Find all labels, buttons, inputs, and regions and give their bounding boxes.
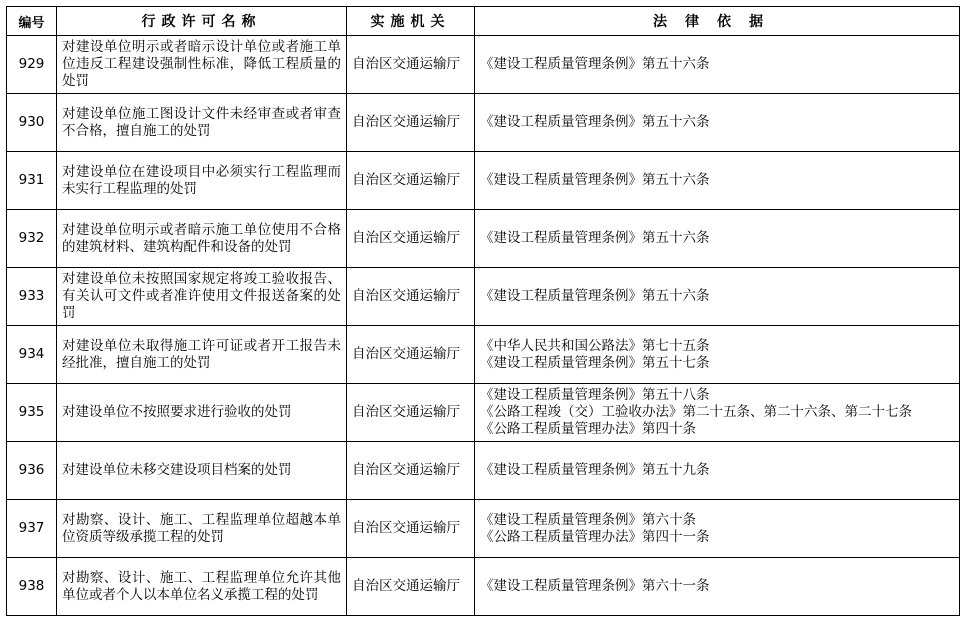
table-row xyxy=(7,442,960,500)
row-agency: 自治区交通运输厅 xyxy=(347,442,475,500)
row-number: 931 xyxy=(7,152,57,210)
row-legal-basis xyxy=(475,268,960,326)
row-legal-basis xyxy=(475,442,960,500)
row-legal-basis xyxy=(475,36,960,94)
row-number: 935 xyxy=(7,384,57,442)
row-number: 938 xyxy=(7,558,57,616)
row-agency: 自治区交通运输厅 xyxy=(347,558,475,616)
legal-basis-line: 《中华人民共和国公路法》第七十五条 xyxy=(480,337,710,354)
row-number: 933 xyxy=(7,268,57,326)
table-row xyxy=(7,326,960,384)
row-legal-basis xyxy=(475,94,960,152)
row-legal-basis xyxy=(475,152,960,210)
row-legal-basis xyxy=(475,326,960,384)
row-permit-name: 对建设单位明示或者暗示施工单位使用不合格的建筑材料、建筑构配件和设备的处罚 xyxy=(57,210,347,268)
table-row xyxy=(7,558,960,616)
row-permit-name: 对建设单位明示或者暗示设计单位或者施工单位违反工程建设强制性标准，降低工程质量的处罚 xyxy=(57,36,347,94)
legal-basis-line: 《建设工程质量管理条例》第六十一条 xyxy=(480,578,710,594)
table-row xyxy=(7,210,960,268)
row-number: 934 xyxy=(7,326,57,384)
row-legal-basis xyxy=(475,384,960,442)
legal-basis-line: 《建设工程质量管理条例》第五十六条 xyxy=(480,114,710,130)
header-basis: 法律依据 xyxy=(475,7,960,36)
legal-basis-line: 《建设工程质量管理条例》第六十条 xyxy=(480,511,696,528)
row-legal-basis xyxy=(475,500,960,558)
legal-basis-line: 《建设工程质量管理条例》第五十六条 xyxy=(480,288,710,304)
row-agency: 自治区交通运输厅 xyxy=(347,210,475,268)
header-number: 编号 xyxy=(7,7,57,36)
table-body xyxy=(7,36,960,616)
legal-basis-line: 《建设工程质量管理条例》第五十九条 xyxy=(480,462,710,478)
row-agency: 自治区交通运输厅 xyxy=(347,94,475,152)
row-number: 937 xyxy=(7,500,57,558)
row-agency: 自治区交通运输厅 xyxy=(347,36,475,94)
legal-basis-line: 《公路工程质量管理办法》第四十条 xyxy=(480,421,696,437)
header-agency: 实施机关 xyxy=(347,7,475,36)
table-row xyxy=(7,384,960,442)
table-row xyxy=(7,268,960,326)
row-number: 929 xyxy=(7,36,57,94)
table-row xyxy=(7,152,960,210)
table-row xyxy=(7,36,960,94)
legal-basis-line: 《建设工程质量管理条例》第五十八条 xyxy=(480,387,710,403)
table-header-row xyxy=(7,7,960,36)
row-agency: 自治区交通运输厅 xyxy=(347,268,475,326)
legal-basis-line: 《公路工程竣（交）工验收办法》第二十五条、第二十六条、第二十七条 xyxy=(480,404,912,420)
legal-basis-line: 《建设工程质量管理条例》第五十六条 xyxy=(480,172,710,188)
table-row xyxy=(7,94,960,152)
row-agency: 自治区交通运输厅 xyxy=(347,500,475,558)
table-row xyxy=(7,500,960,558)
row-agency: 自治区交通运输厅 xyxy=(347,326,475,384)
row-number: 930 xyxy=(7,94,57,152)
row-permit-name: 对勘察、设计、施工、工程监理单位超越本单位资质等级承揽工程的处罚 xyxy=(57,500,347,558)
legal-basis-line: 《建设工程质量管理条例》第五十六条 xyxy=(480,56,710,72)
legal-basis-line: 《公路工程质量管理办法》第四十一条 xyxy=(480,528,710,545)
row-legal-basis xyxy=(475,210,960,268)
row-permit-name: 对建设单位未按照国家规定将竣工验收报告、有关认可文件或者准许使用文件报送备案的处罚 xyxy=(57,268,347,326)
row-permit-name: 对建设单位未取得施工许可证或者开工报告未经批准，擅自施工的处罚 xyxy=(57,326,347,384)
header-name: 行政许可名称 xyxy=(57,7,347,36)
row-number: 936 xyxy=(7,442,57,500)
row-permit-name: 对建设单位施工图设计文件未经审查或者审查不合格，擅自施工的处罚 xyxy=(57,94,347,152)
legal-basis-line: 《建设工程质量管理条例》第五十七条 xyxy=(480,354,710,371)
row-permit-name: 对建设单位不按照要求进行验收的处罚 xyxy=(57,384,347,442)
row-permit-name: 对勘察、设计、施工、工程监理单位允许其他单位或者个人以本单位名义承揽工程的处罚 xyxy=(57,558,347,616)
row-legal-basis xyxy=(475,558,960,616)
permit-table xyxy=(6,6,960,616)
row-number: 932 xyxy=(7,210,57,268)
row-permit-name: 对建设单位在建设项目中必须实行工程监理而未实行工程监理的处罚 xyxy=(57,152,347,210)
row-agency: 自治区交通运输厅 xyxy=(347,384,475,442)
legal-basis-line: 《建设工程质量管理条例》第五十六条 xyxy=(480,230,710,246)
row-agency: 自治区交通运输厅 xyxy=(347,152,475,210)
row-permit-name: 对建设单位未移交建设项目档案的处罚 xyxy=(57,442,347,500)
